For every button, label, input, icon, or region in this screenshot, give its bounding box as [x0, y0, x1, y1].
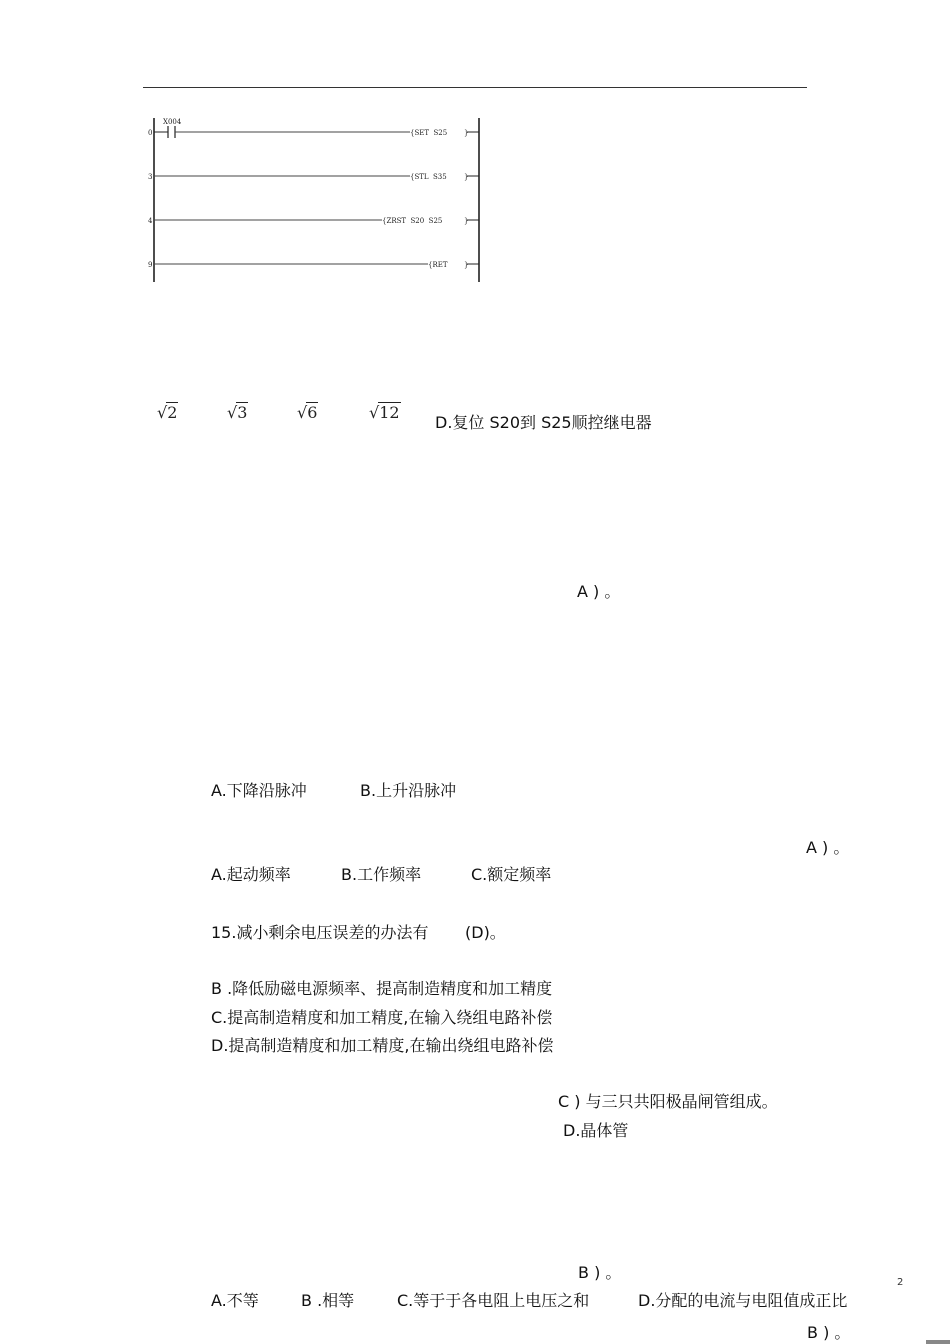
- radicand: 12: [379, 403, 400, 422]
- option-d: D.晶体管: [563, 1121, 629, 1140]
- option-b: B .相等: [301, 1291, 355, 1310]
- radical-expression: [297, 402, 318, 422]
- question-fragment: C ) 与三只共阳极晶闸管组成。: [558, 1092, 778, 1111]
- answer-fragment: B ) 。: [807, 1323, 851, 1342]
- instruction-zrst: {ZRST S20 S25: [382, 217, 443, 225]
- radical-sign: √: [157, 403, 168, 422]
- radical-sign: √: [227, 403, 238, 422]
- instruction-close: }: [464, 217, 469, 225]
- radical-expression: [157, 402, 178, 422]
- option-b: B.上升沿脉冲: [360, 781, 457, 800]
- question-15-stem: 15.减小剩余电压误差的办法有: [211, 923, 429, 942]
- radicand: 3: [237, 403, 248, 422]
- option-c: C.等于于各电阻上电压之和: [397, 1291, 590, 1310]
- instruction-set: {SET S25: [410, 129, 448, 137]
- option-c: C.额定频率: [471, 865, 552, 884]
- contact-label: X004: [163, 118, 182, 126]
- option-d-reset: D.复位 S20到 S25顺控继电器: [435, 413, 652, 432]
- answer-fragment: A ) 。: [577, 582, 621, 601]
- option-a: A.起动频率: [211, 865, 291, 884]
- step-number: 9: [148, 261, 153, 269]
- radicand: 6: [307, 403, 318, 422]
- radicand: 2: [167, 403, 178, 422]
- header-rule: [143, 87, 807, 88]
- instruction-close: }: [464, 129, 469, 137]
- option-a: A.不等: [211, 1291, 259, 1310]
- radical-sign: √: [369, 403, 380, 422]
- question-15-answer: (D)。: [465, 923, 506, 942]
- answer-fragment: A ) 。: [806, 838, 850, 857]
- instruction-ret: {RET: [428, 261, 448, 269]
- scroll-indicator: [926, 1340, 950, 1344]
- ladder-diagram: [140, 110, 490, 290]
- option-b: B .降低励磁电源频率、提高制造精度和加工精度: [211, 979, 553, 998]
- step-number: 4: [148, 217, 153, 225]
- option-c: C.提高制造精度和加工精度,在输入绕组电路补偿: [211, 1008, 553, 1027]
- option-a: A.下降沿脉冲: [211, 781, 307, 800]
- option-b: B.工作频率: [341, 865, 422, 884]
- step-number: 3: [148, 173, 153, 181]
- radical-expression: [227, 402, 248, 422]
- page-number: 2: [897, 1277, 904, 1288]
- instruction-stl: {STL S35: [410, 173, 447, 181]
- option-d: D.分配的电流与电阻值成正比: [638, 1291, 848, 1310]
- step-number: 0: [148, 129, 153, 137]
- option-d: D.提高制造精度和加工精度,在输出绕组电路补偿: [211, 1036, 554, 1055]
- instruction-close: }: [464, 261, 469, 269]
- answer-fragment: B ) 。: [578, 1263, 622, 1282]
- instruction-close: }: [464, 173, 469, 181]
- radical-sign: √: [297, 403, 308, 422]
- radical-expression: [369, 402, 401, 422]
